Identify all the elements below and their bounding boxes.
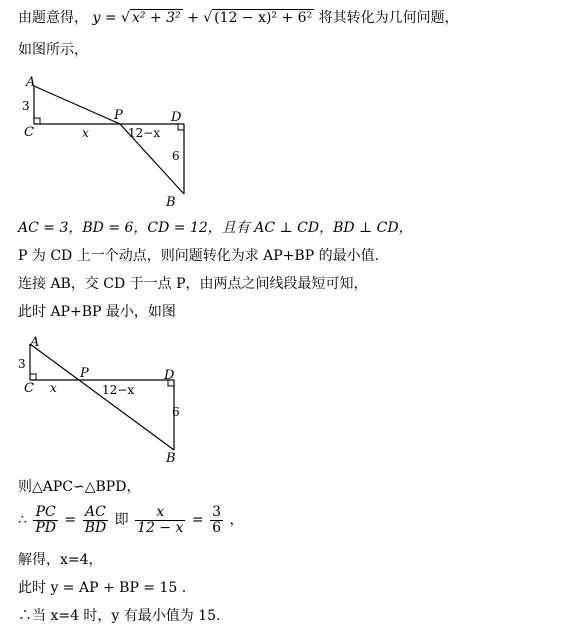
radicand-2: (12 − x)² + 6² (214, 10, 313, 26)
fraction-ac-bd-den: BD (84, 519, 107, 536)
fig2-len-pd: 12−x (102, 383, 135, 397)
fig1-label-a: A (26, 75, 36, 90)
figure-1 (14, 74, 214, 214)
fraction-3-6-den: 6 (212, 519, 221, 536)
intro-suffix: 将其转化为几何问题， (318, 10, 459, 26)
fig2-len-ac: 3 (18, 357, 26, 371)
formula-eq: = (104, 10, 117, 26)
fraction-x-num: x (135, 505, 185, 521)
figure-2 (14, 332, 214, 467)
proportion-line (18, 502, 243, 538)
fig2-label-b: B (166, 451, 176, 466)
formula-y: y (92, 10, 101, 26)
radicand-1: x² + 3² (131, 10, 181, 26)
condition-line-1a: AC = 3，BD = 6，CD = 12，且有 (18, 220, 255, 236)
fig1-label-p: P (114, 108, 123, 123)
proportion-comma: ， (229, 512, 244, 528)
fig2-label-d: D (164, 368, 175, 383)
fraction-pc-pd-num: PC (33, 505, 58, 521)
fig2-label-p: P (80, 366, 89, 381)
fraction-3-6-num: 3 (212, 503, 221, 520)
equals-2: = (191, 512, 204, 528)
fraction-x (135, 505, 185, 536)
conclusion-line: ∴当 x=4 时，y 有最小值为 15. (18, 608, 221, 624)
fig1-label-b: B (166, 195, 176, 210)
fig1-len-db: 6 (172, 149, 180, 163)
fig1-label-d: D (171, 110, 182, 125)
value-line: 此时 y = AP + BP = 15 . (18, 580, 187, 596)
fraction-ac-bd-num: AC (83, 505, 109, 521)
ji-text: 即 (114, 512, 129, 528)
fraction-pc-pd (33, 505, 58, 536)
intro-prefix: 由题意得， (18, 10, 88, 26)
sqrt-sign-1: √ (121, 10, 130, 26)
equals-1: = (64, 512, 77, 528)
fig2-label-a: A (30, 335, 40, 350)
therefore-symbol: ∴ (18, 512, 27, 528)
fraction-3-6 (210, 505, 223, 536)
condition-line-2: P 为 CD 上一个动点，则问题转化为求 AP+BP 的最小值. (18, 248, 380, 264)
fig2-len-db: 6 (172, 405, 180, 419)
condition-line-1 (18, 218, 413, 238)
fig1-len-ac: 3 (22, 99, 30, 113)
fraction-x-den: 12 − x (137, 519, 184, 536)
condition-line-4: 此时 AP+BP 最小，如图 (18, 304, 176, 320)
fig1-label-c: C (24, 125, 34, 140)
fig1-len-cp: x (82, 126, 89, 140)
fraction-pc-pd-den: PD (35, 519, 57, 536)
fig1-len-pd: 12−x (128, 126, 161, 140)
similar-triangles-line: 则△APC∽△BPD， (18, 479, 141, 495)
fig2-len-cp: x (50, 381, 57, 395)
solve-line: 解得，x=4， (18, 552, 103, 568)
formula-plus: + (187, 10, 199, 26)
condition-line-1b: AC ⊥ CD，BD ⊥ CD， (254, 220, 413, 236)
fraction-ac-bd (83, 505, 109, 536)
condition-line-3: 连接 AB，交 CD 于一点 P，由两点之间线段最短可知， (18, 276, 368, 292)
figure-intro-line: 如图所示， (18, 42, 88, 58)
fig2-label-c: C (24, 381, 34, 396)
intro-line (18, 8, 459, 28)
sqrt-sign-2: √ (203, 10, 213, 26)
